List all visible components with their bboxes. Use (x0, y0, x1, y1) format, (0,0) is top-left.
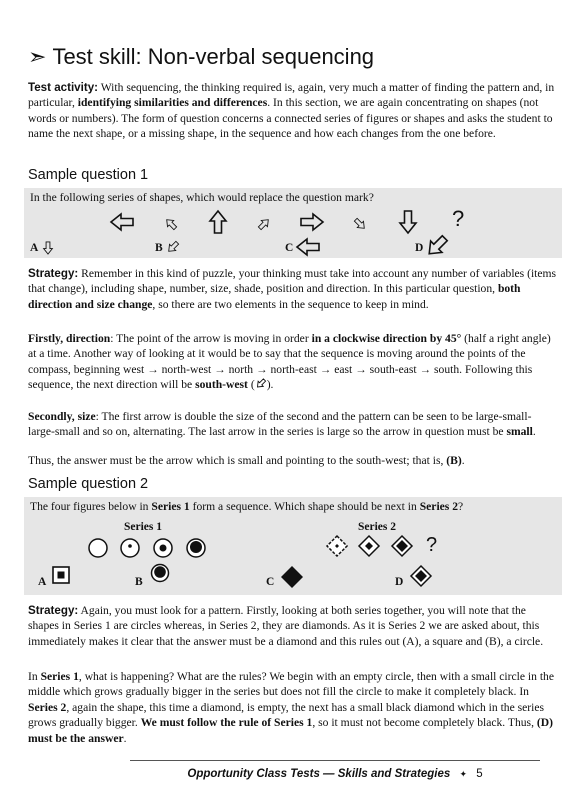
option-d-diamond-icon (411, 566, 431, 586)
page-title (28, 44, 374, 70)
option-a-label: A (30, 242, 39, 254)
direction-bold-2: south-west (195, 378, 248, 392)
answer-1-bold: (B) (446, 454, 462, 467)
option-b-label: B (155, 242, 163, 254)
question-1-prompt: In the following series of shapes, which would replace the question mark? (30, 191, 374, 204)
series-1-label: Series 1 (124, 521, 163, 533)
circle-large-dot-icon (187, 539, 205, 557)
answer-1-paragraph (28, 453, 558, 468)
strategy-1-lead: Strategy: (28, 267, 79, 280)
arrow-small-northeast-icon (257, 217, 272, 232)
size-lead: Secondly, size (28, 410, 96, 423)
title-arrow-icon: ➣ (28, 44, 47, 69)
series-explanation-paragraph (28, 669, 558, 746)
arrow-small-northwest-icon (164, 217, 179, 232)
strategy-1-paragraph (28, 266, 558, 312)
direction-text: : The point of the arrow is moving in order (110, 332, 312, 345)
size-text-2: . (532, 425, 536, 439)
series-2-label: Series 2 (358, 521, 397, 533)
strategy-1-bold: both direction and size change (28, 282, 521, 311)
series-expl-bold-2: Series 2 (28, 700, 67, 714)
circle-empty-icon (89, 539, 107, 557)
direction-lead: Firstly, direction (28, 332, 111, 345)
intro-bold: identifying similarities and differences (77, 96, 268, 110)
series-expl-text: In (28, 670, 41, 683)
q2-prompt-text-3: ? (458, 500, 464, 513)
sample-question-1-heading: Sample question 1 (28, 167, 149, 183)
q2-option-b-label: B (135, 576, 143, 588)
footer-rule (130, 760, 540, 761)
q2-prompt-bold-2: Series 2 (419, 500, 459, 513)
answer-1-text: Thus, the answer must be the arrow which is small and pointing to the south-west; that is, (28, 454, 447, 467)
title-text: Test skill: Non-verbal sequencing (52, 44, 375, 69)
option-c-arrow-icon (297, 239, 319, 255)
size-paragraph (28, 409, 558, 440)
arrow-large-south-icon (400, 211, 416, 233)
series-expl-text-4: , so it must not become completely black. Thus, (312, 716, 537, 730)
diamond-small-dot-icon (327, 536, 347, 556)
series-expl-text-3: , again the shape, this time a diamond, is empty, the next has a small black diamond which in the series grows gradually bigger. (28, 700, 545, 730)
question-1-box (24, 188, 562, 258)
question-1-question-mark: ? (452, 206, 465, 231)
question-2-figures (24, 497, 562, 595)
option-a-square-icon (53, 567, 69, 583)
direction-paragraph (28, 331, 558, 393)
arrow-large-east-icon (301, 214, 323, 230)
option-c-label: C (285, 242, 294, 254)
q2-option-c-label: C (266, 576, 275, 588)
series-expl-text-2: , what is happening? What are the rules? We begin with an empty circle, then with a small circle in the middle which grows gradually bigger in the series but does not fill the circle to make it completely black. In (28, 670, 555, 699)
series-expl-text-5: . (123, 731, 127, 745)
strategy-1-text: Remember in this kind of puzzle, your thinking must take into account any number of variables (items that change), including shape, number, size, shade, position and direction. In this particular question, (28, 267, 557, 296)
q2-option-d-label: D (395, 576, 404, 588)
sample-question-2-heading: Sample question 2 (28, 476, 149, 492)
direction-text-3: ( (247, 378, 255, 392)
series-expl-bold-4: (D) must be the answer (28, 716, 553, 745)
intro-paragraph (28, 80, 558, 142)
option-b-arrow-icon (166, 240, 181, 255)
series-expl-bold-3: We must follow the rule of Series 1 (140, 716, 313, 730)
arrow-large-north-icon (210, 211, 226, 233)
footer-text (130, 768, 540, 780)
option-a-arrow-icon (44, 242, 53, 254)
footer-bullet-icon: ✦ (459, 769, 467, 779)
strategy-2-lead: Strategy: (28, 604, 79, 617)
direction-text-2: (half a right angle) at a time. Another way of looking at it would be to say that the sequence is moving around the points of the compass, beginning west → north-west → north → north-east → east → south-east → south. Following this sequence, the next direction will be (28, 332, 551, 392)
strategy-2-text: Again, you must look for a pattern. Firstly, looking at both series together, you will note that the shapes in Series 1 are circles whereas, in Series 2, they are diamonds. As it is Series 2 we are asked about, this immediately makes it clear that the answer must be a diamond and this rules out (A), a square and (B), a circle. (28, 604, 544, 648)
circle-medium-dot-icon (154, 539, 172, 557)
diamond-medium-dot-icon (359, 536, 379, 556)
page-number: 5 (476, 768, 483, 780)
circle-small-dot-icon (121, 539, 139, 557)
size-text: : The first arrow is double the size of the second and the pattern can be seen to be large-small-large-small and so on, alternating. The last arrow in the series is large so the arrow in question must be (28, 410, 532, 439)
intro-text: With sequencing, the thinking required is, again, very much a matter of finding the pattern and, in particular, (28, 81, 555, 110)
answer-1-text-2: . (461, 454, 465, 467)
question-2-box (24, 497, 562, 595)
strategy-2-paragraph (28, 603, 558, 649)
q2-prompt-bold: Series 1 (151, 500, 190, 513)
option-b-circle-icon (152, 565, 169, 582)
q2-prompt-text-2: form a sequence. Which shape should be next in (189, 500, 420, 513)
question-2-question-mark: ? (426, 534, 438, 556)
direction-bold: in a clockwise direction by 45° (311, 332, 462, 345)
strategy-1-text-2: , so there are two elements in the sequence to keep in mind. (152, 297, 429, 311)
arrow-large-west-icon (111, 214, 133, 230)
diamond-large-dot-icon (392, 536, 412, 556)
q2-option-a-label: A (38, 576, 47, 588)
south-west-arrow-icon (255, 378, 267, 389)
direction-text-4: ). (266, 378, 274, 392)
arrow-small-southeast-icon (353, 217, 368, 232)
series-expl-bold: Series 1 (40, 670, 79, 683)
option-d-label: D (415, 242, 424, 254)
intro-lead: Test activity: (28, 81, 99, 94)
intro-text-2: . In this section, we are again concentrating on shapes (not words or numbers). The form of question concerns a connected series of figures or shapes and asks the student to name the next shape, or a missing shape, in the sequence and how each changes from the one before. (28, 96, 553, 141)
option-c-diamond-icon (281, 566, 303, 588)
size-bold: small (506, 425, 533, 439)
footer-book-title: Opportunity Class Tests — Skills and Strategies (187, 768, 451, 780)
option-d-arrow-icon (424, 233, 451, 260)
q2-prompt-text: The four figures below in (30, 500, 152, 513)
